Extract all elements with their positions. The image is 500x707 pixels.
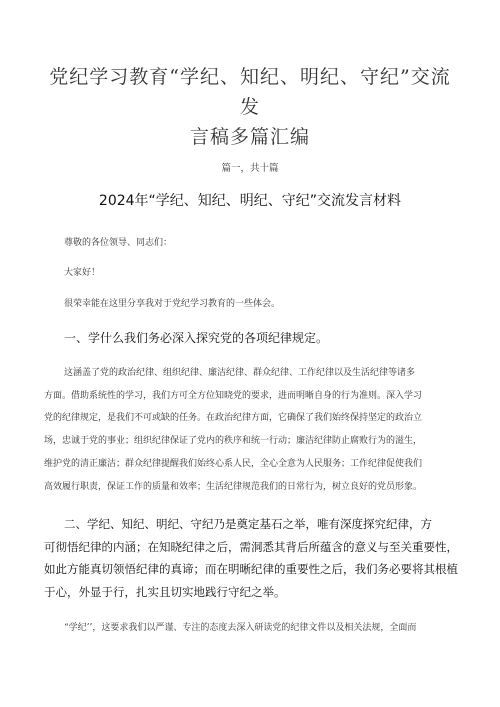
closing-paragraph-fragment: “学纪’’，这要求我们以严谨、专注的态度去深入研读党的纪律文件以及相关法规，全面而: [64, 623, 417, 633]
body-line: 这涵盖了党的政治纪律、组织纪律、廉洁纪律、群众纪律、工作纪律以及生活纪律等诸多: [64, 368, 416, 378]
body-line: 党的纪律规定，是我们不可或缺的任务。在政治纪律方面，它确保了我们始终保持坚定的政治立: [44, 413, 423, 424]
body-line: 维护党的清正廉洁；群众纪律提醒我们始终心系人民，全心全意为人民服务；工作纪律促使我们: [44, 458, 423, 469]
heading-line: 二、学纪、知纪、明纪、守纪乃是奠定基石之举，唯有深度探究纪律，方: [64, 517, 432, 531]
section-subtitle: 2024年“学纪、知纪、明纪、守纪”交流发言材料: [98, 193, 402, 209]
heading-line: 于心，外显于行，扎实且切实地践行守纪之举。: [44, 584, 286, 599]
body-line: 方面。借助系统性的学习，我们方可全方位知晓党的要求，进而明晰自身的行为准则。深入学习: [44, 390, 423, 401]
chapter-label: 篇一，共十篇: [221, 163, 279, 174]
section-2-heading: [44, 513, 464, 603]
document-title-line-1: 党纪学习教育“学纪、知纪、明纪、守纪”交流发: [49, 66, 451, 118]
body-line: 场，忠诚于党的事业；组织纪律保证了党内的秩序和统一行动；廉洁纪律防止腐败行为的滋生，: [44, 436, 423, 447]
intro-paragraph: 很荣幸能在这里分享我对于党纪学习教育的一些体会。: [64, 299, 281, 309]
salutation: 尊敬的各位领导、同志们：: [64, 238, 173, 248]
section-1-heading: 一、学什么我们务必深入探究党的各项纪律规定。: [64, 331, 329, 345]
heading-line: 如此方能真切领悟纪律的真谛；而在明晰纪律的重要性之后，我们务必要将其根植: [44, 562, 458, 576]
document-title-line-2: 言稿多篇汇编: [189, 126, 310, 148]
document-title: [40, 62, 460, 152]
body-line: 高效履行职责，保证工作的质量和效率；生活纪律规范我们的日常行为，树立良好的党员形象。: [44, 481, 423, 492]
greeting: 大家好！: [64, 268, 101, 278]
section-1-body: [44, 362, 460, 498]
heading-line: 可彻悟纪律的内涵；在知晓纪律之后，需洞悉其背后所蕴含的意义与至关重要性，: [44, 539, 458, 554]
